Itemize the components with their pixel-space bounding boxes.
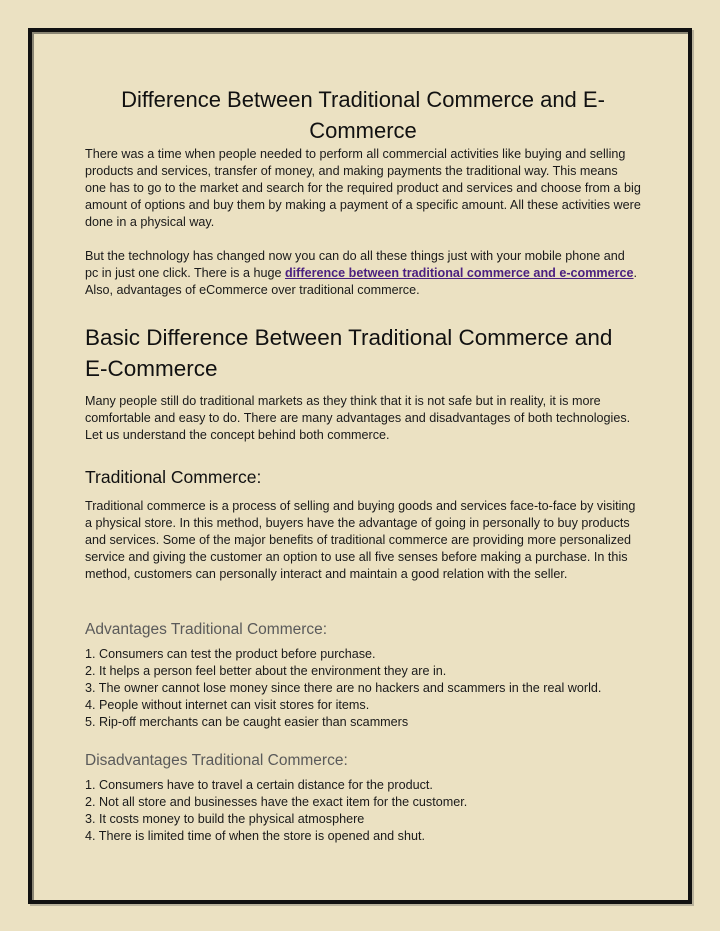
list-item: 1. Consumers have to travel a certain distance for the product.: [85, 778, 433, 792]
traditional-commerce-paragraph: Traditional commerce is a process of selling and buying goods and services face-to-face by visiting a physical store. In this method, buyers have the advantage of going in personally to buy products and services. Some of the major benefits of traditional commerce are providing more personalized service and giving the customer an option to use all five senses before making a purchase. In this method, customers can personally interact and maintain a good relation with the seller.: [85, 499, 636, 581]
list-item: 3. The owner cannot lose money since there are no hackers and scammers in the real world.: [85, 681, 602, 695]
list-item: 2. Not all store and businesses have the exact item for the customer.: [85, 795, 468, 809]
list-item: 2. It helps a person feel better about the environment they are in.: [85, 664, 447, 678]
list-item: 5. Rip-off merchants can be caught easier than scammers: [85, 715, 409, 729]
second-paragraph-text-before: But the technology has changed now you can do all these things just with your mobile phone and pc in just one click. There is a huge: [85, 249, 625, 280]
list-item: 3. It costs money to build the physical atmosphere: [85, 812, 365, 826]
heading-traditional-commerce: Traditional Commerce:: [85, 467, 262, 487]
advantages-list: [85, 646, 601, 731]
list-item: 4. There is limited time of when the store is opened and shut.: [85, 829, 425, 843]
section-paragraph: Many people still do traditional markets as they think that it is not safe but in reality, it is more comfortable and easy to do. There are many advantages and disadvantages of both technologies. Let us understand the concept behind both commerce.: [85, 394, 631, 442]
list-item: 4. People without internet can visit stores for items.: [85, 698, 370, 712]
document-title: Difference Between Traditional Commerce and E-Commerce: [121, 87, 605, 143]
difference-article-link[interactable]: difference between traditional commerce and e-commerce: [284, 266, 634, 280]
section-heading-basic-difference: Basic Difference Between Traditional Commerce and E-Commerce: [85, 325, 613, 381]
heading-disadvantages: Disadvantages Traditional Commerce:: [85, 752, 348, 769]
second-paragraph: [85, 248, 641, 299]
disadvantages-list: [85, 777, 467, 845]
list-item: 1. Consumers can test the product before purchase.: [85, 647, 376, 661]
heading-advantages: Advantages Traditional Commerce:: [85, 621, 328, 638]
second-paragraph-text-after: . Also, advantages of eCommerce over traditional commerce.: [85, 266, 638, 297]
intro-paragraph: There was a time when people needed to perform all commercial activities like buying and selling products and services, transfer of money, and making payments the traditional way. This means one has to go to the market and search for the required product and services and choose from a big amount of options and buy them by making a payment of a specific amount. All these activities were done in a physical way.: [85, 147, 641, 229]
